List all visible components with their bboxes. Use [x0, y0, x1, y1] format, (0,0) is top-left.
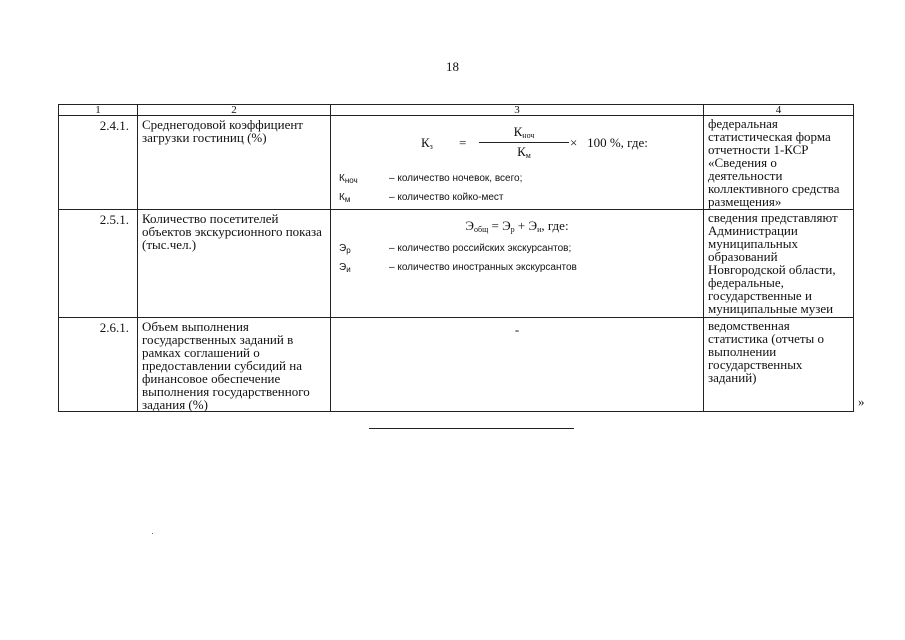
legend-description: – количество иностранных экскурсантов — [389, 262, 577, 273]
legend-symbol: Э — [339, 262, 347, 273]
legend-symbol-sub: р — [346, 246, 351, 255]
formula-denominator-sub: м — [525, 151, 531, 160]
table-row — [59, 210, 854, 318]
formula-lhs: Э — [465, 218, 475, 233]
visitors-formula — [331, 218, 703, 234]
formula-lhs-sub: общ — [474, 225, 489, 234]
column-number-2: 2 — [138, 105, 331, 116]
column-number-1: 1 — [59, 105, 138, 116]
fraction-bar — [479, 142, 569, 143]
legend-description: – количество ночевок, всего; — [389, 173, 522, 184]
legend-symbol: Э — [339, 243, 347, 254]
row-number: 2.5.1. — [59, 210, 138, 318]
formula-dash: - — [514, 322, 520, 337]
scan-speck — [152, 533, 153, 534]
formula-lhs-sub: з — [429, 142, 433, 151]
legend-symbol: К — [339, 192, 345, 203]
data-source: ведомственная статистика (отчеты о выполнении государственных заданий) — [704, 318, 854, 412]
legend-symbol-sub: и — [346, 265, 351, 274]
indicator-name: Количество посетителей объектов экскурсионного показа (тыс.чел.) — [138, 210, 331, 318]
indicator-name: Среднегодовой коэффициент загрузки гостиниц (%) — [138, 116, 331, 210]
data-source: федеральная статистическая форма отчетности 1-КСР «Сведения о деятельности коллективного средства размещения» — [704, 116, 854, 210]
column-number-3: 3 — [331, 105, 704, 116]
closing-quote: » — [858, 394, 865, 409]
page-number: 18 — [446, 59, 459, 74]
table-row — [59, 116, 854, 210]
data-source: сведения представляют Администрации муниципальных образований Новгородской области, федеральные, государственные и муниципальные музеи — [704, 210, 854, 318]
legend-symbol-sub: м — [344, 195, 351, 204]
formula-cell — [331, 318, 704, 412]
formula-cell — [331, 210, 704, 318]
legend-description: – количество российских экскурсантов; — [389, 243, 571, 254]
formula-term1-sub: р — [510, 225, 515, 234]
formula-equals: = — [459, 135, 467, 150]
row-number: 2.6.1. — [59, 318, 138, 412]
formula-tail: , где: — [541, 218, 569, 233]
legend-description: – количество койко-мест — [389, 192, 504, 203]
load-factor-formula — [421, 124, 681, 160]
formula-term2-sub: и — [537, 225, 542, 234]
formula-cell — [331, 116, 704, 210]
formula-tail: × 100 %, где: — [570, 135, 648, 150]
formula-numerator: К — [513, 124, 523, 139]
column-number-4: 4 — [704, 105, 854, 116]
formula-denominator: К — [517, 144, 526, 159]
legend-symbol-sub: ноч — [344, 176, 358, 185]
table-header-row — [59, 105, 854, 116]
row-number: 2.4.1. — [59, 116, 138, 210]
end-rule — [369, 428, 574, 429]
formula-equals: = Э — [491, 218, 511, 233]
indicator-name: Объем выполнения государственных заданий в рамках соглашений о предоставлении субсидий на финансовое обеспечение выполнения государственного задания (%) — [138, 318, 331, 412]
legend-symbol: К — [339, 173, 345, 184]
indicators-table — [58, 104, 854, 412]
formula-plus: + Э — [514, 218, 538, 233]
formula-lhs: К — [421, 135, 430, 150]
formula-numerator-sub: ноч — [522, 131, 535, 140]
table-row — [59, 318, 854, 412]
